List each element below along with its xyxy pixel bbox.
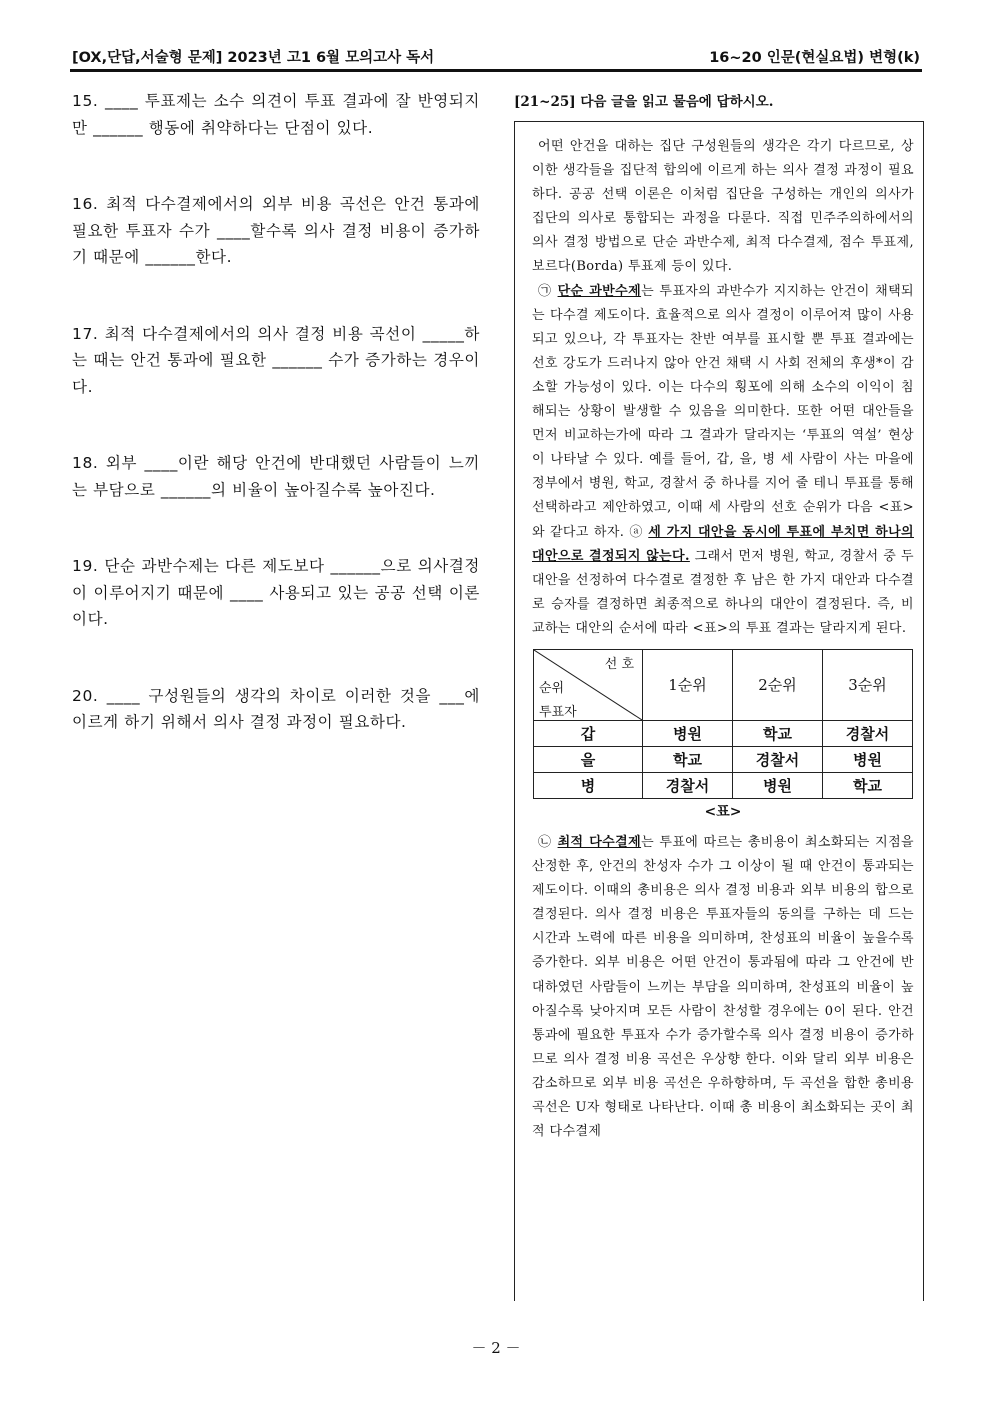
question-18 <box>72 450 480 503</box>
header-section: 16~20 인문(현실요법) 변형(k) <box>709 50 920 66</box>
term-simple-majority: 단순 과반수제 <box>557 283 642 299</box>
page-header <box>72 44 920 68</box>
table-cell: 경찰서 <box>733 746 823 772</box>
term-optimal-majority: 최적 다수결제 <box>557 834 642 850</box>
paragraph-2-text-a: 는 투표자의 과반수가 지지하는 안건이 채택되는 다수결 제도이다. 효율적으로 의사 결정이 이루어져 많이 사용되고 있으나, 각 투표자는 찬반 여부를 표시할 뿐 투표 결과에는 선호 강도가 드러나지 않아 안건 채택 시 사회 전체의 후생*이 감소할 가능성이 있다. 이는 다수의 횡포에 의해 소수의 이익이 침해되는 상황이 발생할 수 있음을 의미한다. 또한 어떤 대안들을 먼저 비교하는가에 따라 그 결과가 달라지는 ‘투표의 역설’ 현상이 나타날 수 있다. 예를 들어, 갑, 을, 병 세 사람이 사는 마을에 정부에서 병원, 학교, 경찰서 중 하나를 지어 줄 테니 투표를 통해 선택하라고 제안하였고, 이때 세 사람의 선호 순위가 다음 <표>와 같다고 하자. <box>532 283 914 540</box>
passage-paragraph-1: 어떤 안건을 대하는 집단 구성원들의 생각은 각기 다르므로, 상이한 생각들을 집단적 합의에 이르게 하는 의사 결정 과정이 필요하다. 공공 선택 이론은 이처럼 집단을 구성하는 개인의 의사가 집단의 의사로 통합되는 과정을 다룬다. 직접 민주주의하에서의 의사 결정 방법으로 단순 과반수제, 최적 다수결제, 점수 투표제, 보르다(Borda) 투표제 등이 있다. <box>532 139 914 275</box>
table-corner-cell <box>534 649 643 720</box>
question-text: 19. 단순 과반수제는 다른 제도보다 ______으로 의사결정이 이루어지기 때문에 ____ 사용되고 있는 공공 선택 이론이다. <box>72 557 480 628</box>
question-text: 18. 외부 ____이란 해당 안건에 반대했던 사람들이 느끼는 부담으로 ______의 비율이 높아질수록 높아진다. <box>72 454 480 499</box>
table-cell: 경찰서 <box>823 720 913 746</box>
passage-paragraph-3 <box>532 831 914 1144</box>
table-header-cell: 1순위 <box>643 649 733 720</box>
corner-label-voter: 투표자 <box>539 704 577 720</box>
question-20 <box>72 683 480 736</box>
passage-instruction: [21~25] 다음 글을 읽고 물음에 답하시오. <box>514 94 774 110</box>
table-cell: 학교 <box>823 772 913 798</box>
table-cell: 병원 <box>823 746 913 772</box>
table-cell: 학교 <box>733 720 823 746</box>
paragraph-3-text: 는 투표에 따르는 총비용이 최소화되는 지점을 산정한 후, 안건의 찬성자 수가 그 이상이 될 때 안건이 통과되는 제도이다. 이때의 총비용은 의사 결정 비용과 외부 비용의 합으로 결정된다. 의사 결정 비용은 투표자들의 동의를 구하는 데 드는 시간과 노력에 따른 비용을 의미하며, 찬성표의 비율이 높을수록 증가한다. 외부 비용은 어떤 안건이 통과됨에 따라 그 안건에 반대하였던 사람들이 느끼는 부담을 의미하며, 찬성표의 비율이 높아질수록 낮아지며 모든 사람이 찬성할 경우에는 0이 된다. 안건 통과에 필요한 투표자 수가 증가할수록 의사 결정 비용이 증가하므로 의사 결정 비용 곡선은 우상향 한다. 이와 달리 외부 비용은 감소하므로 외부 비용 곡선은 우하향하며, 두 곡선을 합한 총비용 곡선은 U자 형태로 나타난다. 이때 총 비용이 최소화되는 곳이 최적 다수결제 <box>532 834 914 1140</box>
marker-a: ㉠ <box>538 283 553 299</box>
question-text: 15. ____ 투표제는 소수 의견이 투표 결과에 잘 반영되지만 ______ 행동에 취약하다는 단점이 있다. <box>72 92 480 137</box>
table-row <box>534 746 913 772</box>
table-row <box>534 720 913 746</box>
question-15 <box>72 88 480 141</box>
table-cell: 병원 <box>733 772 823 798</box>
preference-table <box>533 649 913 799</box>
table-header-cell: 2순위 <box>733 649 823 720</box>
table-voter-cell: 갑 <box>534 720 643 746</box>
question-list <box>72 88 480 786</box>
corner-label-preference: 선 호 <box>604 656 634 672</box>
marker-b: ㉡ <box>538 834 553 850</box>
corner-label-rank: 순위 <box>539 680 565 696</box>
table-caption: <표> <box>704 803 742 820</box>
question-text: 20. ____ 구성원들의 생각의 차이로 이러한 것을 ___에 이르게 하기 위해서 의사 결정 과정이 필요하다. <box>72 686 480 731</box>
table-row <box>534 772 913 798</box>
question-text: 16. 최적 다수결제에서의 외부 비용 곡선은 안건 통과에 필요한 투표자 수가 ____할수록 의사 결정 비용이 증가하기 때문에 ______한다. <box>72 195 480 266</box>
emphasized-sentence: 세 가지 대안을 동시에 투표에 부치면 하나의 대안으로 결정되지 않는다. <box>532 524 914 564</box>
table-cell: 병원 <box>643 720 733 746</box>
table-cell: 학교 <box>643 746 733 772</box>
question-17 <box>72 321 480 401</box>
table-voter-cell: 병 <box>534 772 643 798</box>
table-voter-cell: 을 <box>534 746 643 772</box>
header-title: [OX,단답,서술형 문제] 2023년 고1 6월 모의고사 독서 <box>72 50 435 66</box>
table-cell: 경찰서 <box>643 772 733 798</box>
question-text: 17. 최적 다수결제에서의 의사 결정 비용 곡선이 _____하는 때는 안건 통과에 필요한 ______ 수가 증가하는 경우이다. <box>72 324 480 396</box>
paragraph-2-text-b: 그래서 먼저 병원, 학교, 경찰서 중 두 대안을 선정하여 다수결로 결정한 후 남은 한 가지 대안과 다수결로 승자를 결정하면 최종적으로 하나의 대안이 결정된다. 즉, 비교하는 대안의 순서에 따라 <표>의 투표 결과는 달라지게 된다. <box>532 548 914 636</box>
header-rule <box>70 69 922 72</box>
table-header-cell: 3순위 <box>823 649 913 720</box>
question-16 <box>72 191 480 271</box>
passage-box <box>514 121 924 1301</box>
page-number: － 2 － <box>471 1339 521 1357</box>
passage-paragraph-2 <box>532 280 914 641</box>
passage-column <box>514 90 924 1301</box>
marker-circled-a: ⓐ <box>629 524 644 540</box>
question-19 <box>72 553 480 633</box>
